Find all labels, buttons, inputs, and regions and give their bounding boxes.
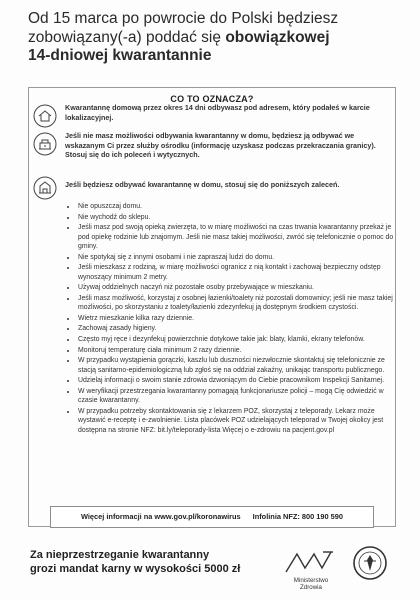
- rule-item: • Nie opuszczaj domu.: [77, 202, 397, 211]
- rule-item: • Jeśli mieszkasz z rodziną, w miarę możliwości ogranicz z nią kontakt i zachowaj bezpieczny odstęp wynoszący minimum 2 metry.: [77, 263, 397, 282]
- ministry-logo: [283, 546, 337, 590]
- info-text-facility: Jeśli nie masz możliwości odbywania kwarantanny w domu, będziesz ją odbywać we wskazanym Ci przez służby ośrodku (informację uzyskasz podczas przekraczania granicy). Stosuj się do ich poleceń i wytycznych.: [65, 131, 376, 160]
- rule-item: • W weryfikacji przestrzegania kwarantanny pomagają funkcjonariusze policji – mogą Cię odwiedzić w czasie kwarantanny.: [77, 387, 397, 406]
- ministry-logo-icon: [283, 546, 337, 576]
- fine-warning: [30, 548, 270, 576]
- info-text-home-quarantine: Jeśli będziesz odbywać kwarantannę w domu, stosuj się do poniższych zaleceń.: [65, 180, 340, 189]
- leaflet-header: [28, 10, 398, 66]
- rule-item: • Wietrz mieszkanie kilka razy dziennie.: [77, 314, 397, 323]
- rule-item: • Nie wychodź do sklepu.: [77, 213, 397, 222]
- website-info[interactable]: Więcej informacji na www.gov.pl/koronawirus: [80, 512, 241, 521]
- header-line-2: zobowiązany(-a) poddać się obowiązkowej: [28, 28, 330, 46]
- home-quarantine-icon: [33, 176, 57, 200]
- contact-info-box: [50, 506, 374, 528]
- rule-item: • Używaj oddzielnych naczyń niż pozostałe osoby przebywające w mieszkaniu.: [77, 283, 397, 292]
- section-title: CO TO OZNACZA?: [170, 94, 254, 104]
- fine-warning-line-1: Za nieprzestrzeganie kwarantanny: [30, 549, 210, 561]
- ministry-name: Ministerstwo Zdrowia: [293, 577, 329, 591]
- facility-icon: [33, 132, 57, 156]
- rule-item: • Zachowaj zasady higieny.: [77, 324, 397, 333]
- fine-warning-line-2: grozi mandat karny w wysokości 5000 zł: [30, 563, 241, 575]
- rule-item: • Jeśli masz pod swoją opieką zwierzęta, to w miarę możliwości na czas trwania kwarantanny przekaż je pod opiekę rodzinie lub znajomym. Jeśli nie masz takiej możliwości, zwróć się telefonicznie o pomoc do gminy.: [77, 223, 397, 251]
- hotline-info[interactable]: Infolinia NFZ: 800 190 590: [252, 512, 344, 521]
- rule-item: • Jeśli masz możliwość, korzystaj z osobnej łazienki/toalety niż pozostali domownicy; jeśli nie masz takiej możliwości, po skorzystaniu z toalety/łazienki zdezynfekuj ją dostępnym środkiem czystości.: [77, 294, 397, 313]
- sanitary-inspection-seal-icon: [352, 545, 388, 581]
- rule-item: • Udzielaj informacji o swoim stanie zdrowia dzwoniącym do Ciebie pracownikom Inspekcji Sanitarnej.: [77, 376, 397, 385]
- header-line-3: 14-dniowej kwarantannie: [28, 47, 212, 64]
- quarantine-rules-list: [67, 202, 397, 436]
- rule-item: • Monitoruj temperaturę ciała minimum 2 razy dziennie.: [77, 346, 397, 355]
- rule-item: • Często myj ręce i dezynfekuj powierzchnie dotykowe takie jak: blaty, klamki, ekrany telefonów.: [77, 335, 397, 344]
- rule-item: • W przypadku potrzeby skontaktowania się z lekarzem POZ, skorzystaj z teleporady. Lekarz może wystawić e-receptę i e-zwolnienie. Lista placówek POZ udzielających teleporad w Twojej okolicy jest dostępna na stronie NFZ: bit.ly/teleporady-lista Więcej o e-zdrowiu na pacjent.gov.pl: [77, 407, 397, 435]
- rule-item: • W przypadku wystąpienia gorączki, kaszlu lub duszności niezwłocznie skontaktuj się telefonicznie ze stacją sanitarno-epidemiologiczną lub zgłoś się na oddział zakaźny, unikając transportu publicznego.: [77, 356, 397, 375]
- house-icon: [33, 104, 57, 128]
- info-text-home: Kwarantannę domową przez okres 14 dni odbywasz pod adresem, który podałeś w karcie lokalizacyjnej.: [65, 103, 370, 122]
- header-line-1: Od 15 marca po powrocie do Polski będziesz: [28, 10, 339, 27]
- rule-item: • Nie spotykaj się z innymi osobami i nie zapraszaj ludzi do domu.: [77, 253, 397, 262]
- instructions-box: [28, 87, 396, 527]
